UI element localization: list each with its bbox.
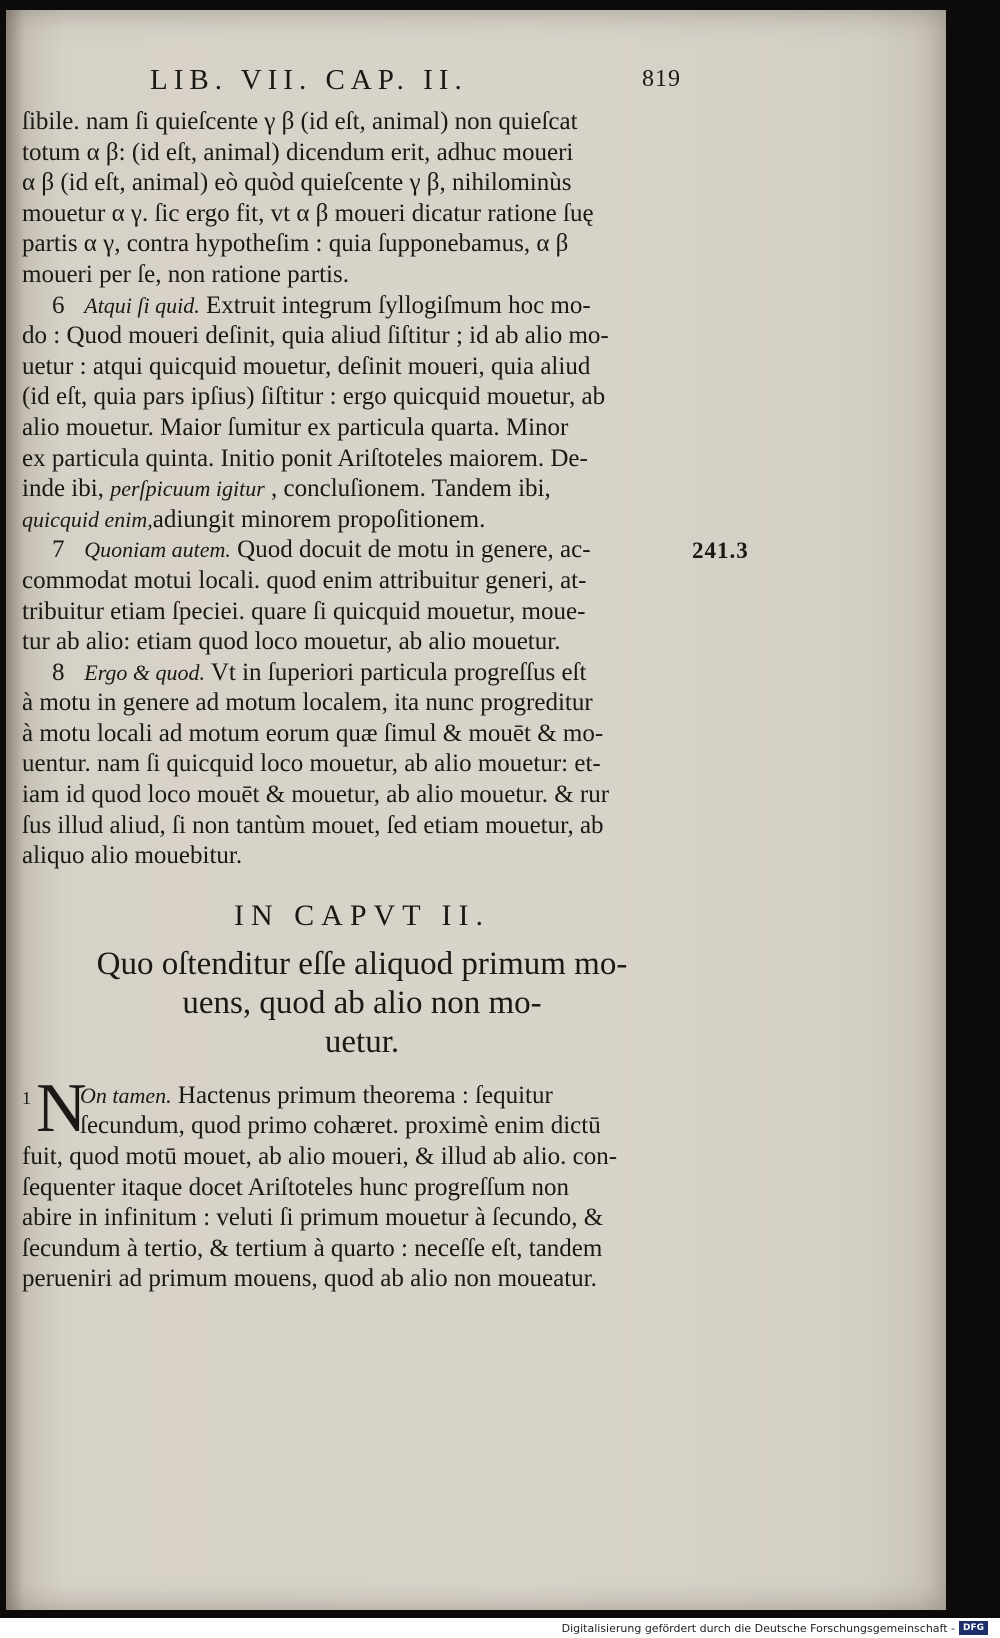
note-first-line <box>22 292 702 323</box>
text-line: uentur. nam ſi quicquid loco mouetur, ab alio mouetur: et- <box>22 750 601 778</box>
text-line: ex particula quinta. Initio ponit Ariſtoteles maiorem. De- <box>22 444 588 472</box>
chapter-title-line: uetur. <box>324 1023 400 1060</box>
text-line: abire in infinitum : veluti ſi primum mouetur à ſecundo, & <box>22 1204 604 1232</box>
text-line: ſequenter itaque docet Ariſtoteles hunc progreſſum non <box>22 1173 570 1201</box>
text-line: ſus illud aliud, ſi non tantùm mouet, ſed etiam mouetur, ab <box>22 811 604 839</box>
text-line: commodat motui locali. quod enim attribuitur generi, at- <box>22 566 587 594</box>
chapter-title-line: Quo oſtenditur eſſe aliquod primum mo- <box>96 945 628 982</box>
drop-cap: N <box>36 1069 87 1147</box>
text-line: tur ab alio: etiam quod loco mouetur, ab alio mouetur. <box>22 628 561 656</box>
text-line: à motu in genere ad motum localem, ita nunc progreditur <box>22 689 593 717</box>
note-lemma: On tamen. <box>80 1082 172 1108</box>
inline-lemma: quicquid enim, <box>22 506 153 532</box>
margin-reference: 241.3 <box>692 538 749 564</box>
text-line <box>22 506 702 537</box>
text-line: tribuitur etiam ſpeciei. quare ſi quicquid mouetur, moue- <box>22 597 586 625</box>
text-line: totum α β: (id eſt, animal) dicendum erit, adhuc moueri <box>22 138 574 166</box>
text-line: ſecundum, quod primo cohæret. proximè enim dictū <box>80 1112 601 1140</box>
text-line: ſecundum à tertio, & tertium à quarto : neceſſe eſt, tandem <box>22 1234 603 1262</box>
note-lemma: Quoniam autem. <box>84 537 231 563</box>
text-line: α β (id eſt, animal) eò quòd quieſcente γ β, nihilominùs <box>22 169 572 197</box>
digitization-credit <box>562 1621 988 1635</box>
text-line: partis α γ, contra hypotheſim : quia ſupponebamus, α β <box>22 230 569 258</box>
text-line <box>22 475 702 506</box>
text-line: (id eſt, quia pars ipſius) ſiſtitur : ergo quicquid mouetur, ab <box>22 383 606 411</box>
section-1 <box>22 108 702 292</box>
page-number: 819 <box>642 66 681 92</box>
text-line: aliquo alio mouebitur. <box>22 842 243 870</box>
text-segment: , concluſionem. Tandem ibi, <box>271 475 551 503</box>
text-line: iam id quod loco mouēt & mouetur, ab alio mouetur. & rur <box>22 781 610 809</box>
text-line: do : Quod moueri deſinit, quia aliud ſiſtitur ; id ab alio mo- <box>22 322 609 350</box>
note-text: Quod docuit de motu in genere, ac- <box>237 536 591 564</box>
note-text: Vt in ſuperiori particula progreſſus eſt <box>210 658 587 686</box>
chapter-title <box>22 945 702 1062</box>
text-line: perueniri ad primum mouens, quod ab alio non moueatur. <box>22 1265 597 1293</box>
note-text: Extruit integrum ſyllogiſmum hoc mo- <box>206 291 591 319</box>
note-number: 7 <box>52 536 65 564</box>
text-line: mouetur α γ. ſic ergo fit, vt α β moueri dicatur ratione ſuę <box>22 199 594 227</box>
note-7 <box>22 536 749 658</box>
note-lemma: Ergo & quod. <box>84 659 206 685</box>
chapter-heading: IN CAPVT II. <box>234 898 490 932</box>
text-line: à motu locali ad motum eorum quæ ſimul & mouēt & mo- <box>22 719 604 747</box>
text-line: ſibile. nam ſi quieſcente γ β (id eſt, animal) non quieſcat <box>22 108 578 135</box>
note-first-line <box>22 1082 702 1113</box>
inline-lemma: perſpicuum igitur <box>110 476 265 502</box>
note-number: 6 <box>52 291 65 319</box>
dfg-logo: DFG <box>959 1621 988 1635</box>
text-segment: adiungit minorem propoſitionem. <box>152 505 486 533</box>
text-line: uetur : atqui quicquid mouetur, deſinit moueri, quia aliud <box>22 352 591 380</box>
text-line: moueri per ſe, non ratione partis. <box>22 260 349 288</box>
credit-text: Digitalisierung gefördert durch die Deutsche Forschungsgemeinschaft - <box>561 1621 955 1635</box>
note-6 <box>22 292 702 537</box>
note-first-line <box>22 536 702 567</box>
running-head-title: LIB. VII. CAP. II. <box>150 64 468 96</box>
text-line: alio mouetur. Maior ſumitur ex particula quarta. Minor <box>22 413 569 441</box>
note-text: Hactenus primum theorema : ſequitur <box>177 1081 553 1109</box>
note-lemma: Atqui ſi quid. <box>84 292 200 318</box>
chapter-title-line: uens, quod ab alio non mo- <box>182 984 542 1021</box>
note-number: 1 <box>22 1087 31 1108</box>
note-1 <box>22 1069 702 1296</box>
note-number: 8 <box>52 658 65 686</box>
text-segment: inde ibi, <box>22 475 104 503</box>
running-head <box>22 64 702 108</box>
page-text <box>22 64 749 1296</box>
text-line: fuit, quod motū mouet, ab alio moueri, & illud ab alio. con- <box>22 1143 618 1171</box>
note-8 <box>22 659 702 873</box>
note-first-line <box>22 659 702 690</box>
